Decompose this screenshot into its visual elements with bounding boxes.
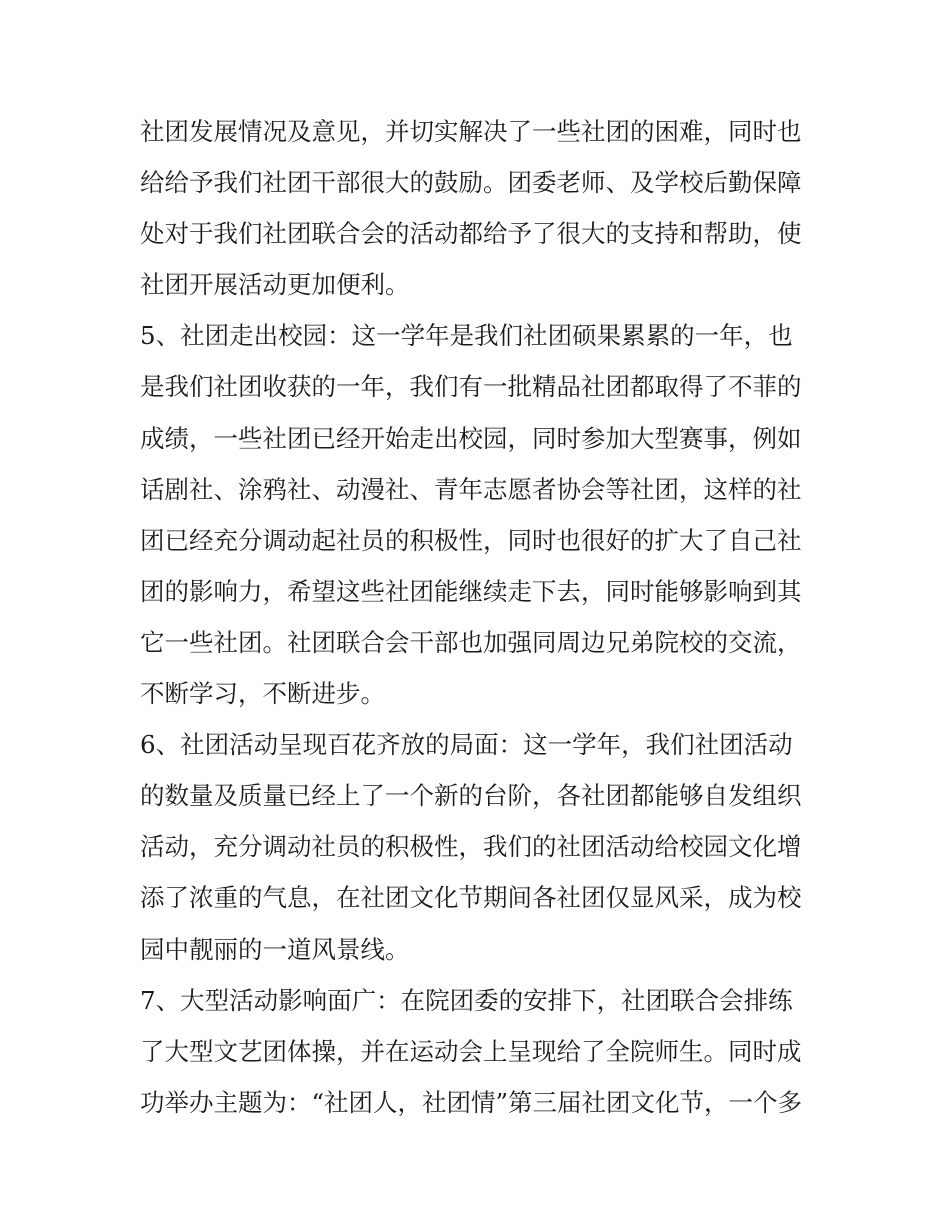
text-line: 功举办主题为：“社团人，社团情”第三届社团文化节，一个多 [140, 1087, 803, 1117]
text-line: 了大型文艺团体操，并在运动会上呈现给了全院师生。同时成 [140, 1036, 802, 1066]
text-line: 话剧社、涂鸦社、动漫社、青年志愿者协会等社团，这样的社 [140, 474, 802, 504]
text-line: 社团开展活动更加便利。 [140, 270, 410, 300]
text-line: 给给予我们社团干部很大的鼓励。团委老师、及学校后勤保障 [140, 168, 802, 198]
text-line: 不断学习，不断进步。 [140, 679, 385, 709]
text-line: 添了浓重的气息，在社团文化节期间各社团仅显风采，成为校 [140, 883, 802, 913]
text-line: 5、社团走出校园：这一学年是我们社团硕果累累的一年，也 [140, 321, 793, 351]
text-line: 团已经充分调动起社员的积极性，同时也很好的扩大了自己社 [140, 525, 802, 555]
text-line: 6、社团活动呈现百花齐放的局面：这一学年，我们社团活动 [140, 730, 793, 760]
text-line: 它一些社团。社团联合会干部也加强同周边兄弟院校的交流， [140, 627, 802, 657]
text-line: 园中靓丽的一道风景线。 [140, 934, 410, 964]
text-line: 团的影响力，希望这些社团能继续走下去，同时能够影响到其 [140, 576, 802, 606]
text-line: 7、大型活动影响面广：在院团委的安排下，社团联合会排练 [140, 985, 793, 1015]
text-line: 社团发展情况及意见，并切实解决了一些社团的困难，同时也 [140, 117, 802, 146]
document-body [140, 106, 820, 1128]
text-line: 的数量及质量已经上了一个新的台阶，各社团都能够自发组织 [140, 781, 802, 811]
text-line: 处对于我们社团联合会的活动都给予了很大的支持和帮助，使 [140, 219, 802, 249]
text-line: 是我们社团收获的一年，我们有一批精品社团都取得了不菲的 [140, 372, 802, 402]
text-line: 活动，充分调动社员的积极性，我们的社团活动给校园文化增 [140, 832, 802, 862]
text-line: 成绩，一些社团已经开始走出校园，同时参加大型赛事，例如 [140, 423, 802, 453]
